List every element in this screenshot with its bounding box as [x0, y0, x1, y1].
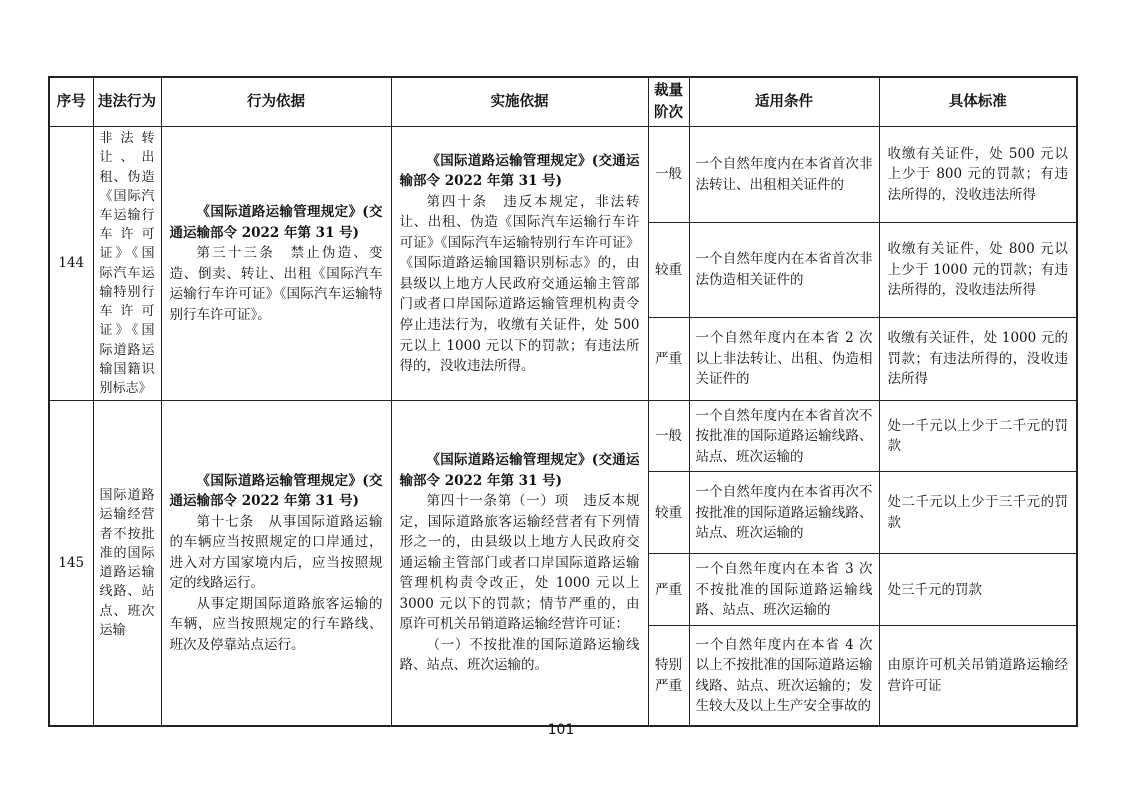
row-number: 145	[49, 401, 93, 726]
header-seq: 序号	[49, 77, 93, 127]
condition-cell: 一个自然年度内在本省首次非法转让、出租相关证件的	[689, 127, 879, 223]
standard-cell: 收缴有关证件，处 1000 元的罚款；有违法所得的，没收违法所得	[879, 317, 1077, 401]
basis-paragraph: 第三十三条 禁止伪造、变造、倒卖、转让、出租《国际汽车运输行车许可证》《国际汽车运输特别行车许可证》。	[169, 245, 383, 323]
law-citation: 《国际道路运输管理规定》(交通运输部令 2022 年第 31 号)	[169, 472, 383, 510]
standard-cell: 由原许可机关吊销道路运输经营许可证	[879, 626, 1077, 726]
page-number: 101	[547, 722, 575, 738]
condition-cell: 一个自然年度内在本省 2 次以上非法转让、出租、伪造相关证件的	[689, 317, 879, 401]
grade-cell: 一般	[648, 127, 689, 223]
grade-cell: 较重	[648, 222, 689, 317]
header-specific-standard: 具体标准	[879, 77, 1077, 127]
standard-cell: 收缴有关证件，处 800 元以上少于 1000 元的罚款；有违法所得的，没收违法所得	[879, 222, 1077, 317]
condition-cell: 一个自然年度内在本省再次不按批准的国际道路运输线路、站点、班次运输的	[689, 472, 879, 554]
law-citation: 《国际道路运输管理规定》(交通运输部令 2022 年第 31 号)	[399, 452, 640, 489]
condition-cell: 一个自然年度内在本省首次不按批准的国际道路运输线路、站点、班次运输的	[689, 401, 879, 472]
basis-paragraph: 第四十一条第（一）项 违反本规定，国际道路旅客运输经营者有下列情形之一的，由县级以上地方人民政府交通运输主管部门或者口岸国际道路运输管理机构责令改正，处 1000 元以上 3000 元以下的罚款；情节严重的，由原许可机关吊销道路运输经营许可证：	[399, 493, 640, 633]
basis-paragraph: 第四十条 违反本规定，非法转让、出租、伪造《国际汽车运输行车许可证》《国际汽车运输特别行车许可证》《国际道路运输国籍识别标志》的，由县级以上地方人民政府交通运输主管部门或者口岸国际道路运输管理机构责令停止违法行为，收缴有关证件，处 500 元以上 1000 元以下的罚款；有违法所得的，没收违法所得。	[399, 193, 640, 375]
header-discretion-grade: 裁量阶次	[648, 77, 689, 127]
condition-cell: 一个自然年度内在本省 3 次不按批准的国际道路运输线路、站点、班次运输的	[689, 554, 879, 626]
basis-paragraph: 从事定期国际道路旅客运输的车辆，应当按照规定的行车路线、班次及停靠站点运行。	[169, 595, 383, 653]
table-row	[49, 127, 1077, 223]
header-implementation-basis: 实施依据	[391, 77, 648, 127]
header-violation: 违法行为	[93, 77, 161, 127]
header-behavior-basis: 行为依据	[161, 77, 391, 127]
implementation-basis-cell	[391, 127, 648, 401]
grade-cell: 严重	[648, 317, 689, 401]
violation-cell: 国际道路运输经营者不按批准的国际道路运输线路、站点、班次运输	[93, 401, 161, 726]
behavior-basis-cell	[161, 401, 391, 726]
table-row	[49, 401, 1077, 472]
violation-cell: 非法转让、出租、伪造《国际汽车运输行车许可证》《国际汽车运输特别行车许可证》《国际道路运输国籍识别标志》	[93, 127, 161, 401]
standard-cell: 收缴有关证件，处 500 元以上少于 800 元的罚款；有违法所得的，没收违法所得	[879, 127, 1077, 223]
standard-cell: 处一千元以上少于二千元的罚款	[879, 401, 1077, 472]
standard-cell: 处三千元的罚款	[879, 554, 1077, 626]
condition-cell: 一个自然年度内在本省 4 次以上不按批准的国际道路运输线路、站点、班次运输的；发生较大及以上生产安全事故的	[689, 626, 879, 726]
behavior-basis-cell	[161, 127, 391, 401]
condition-cell: 一个自然年度内在本省首次非法伪造相关证件的	[689, 222, 879, 317]
grade-cell: 一般	[648, 401, 689, 472]
discretion-benchmark-table	[48, 76, 1078, 727]
grade-cell: 特别严重	[648, 626, 689, 726]
row-number: 144	[49, 127, 93, 401]
grade-cell: 严重	[648, 554, 689, 626]
table-header-row	[49, 77, 1077, 127]
basis-paragraph: 第十七条 从事国际道路运输的车辆应当按照规定的口岸通过，进入对方国家境内后，应当按照规定的线路运行。	[169, 513, 383, 592]
grade-cell: 较重	[648, 472, 689, 554]
implementation-basis-cell	[391, 401, 648, 726]
law-citation: 《国际道路运输管理规定》(交通运输部令 2022 年第 31 号)	[169, 204, 383, 241]
header-applicable-condition: 适用条件	[689, 77, 879, 127]
standard-cell: 处二千元以上少于三千元的罚款	[879, 472, 1077, 554]
basis-paragraph: （一）不按批准的国际道路运输线路、站点、班次运输的。	[399, 636, 640, 674]
law-citation: 《国际道路运输管理规定》(交通运输部令 2022 年第 31 号)	[399, 152, 640, 190]
